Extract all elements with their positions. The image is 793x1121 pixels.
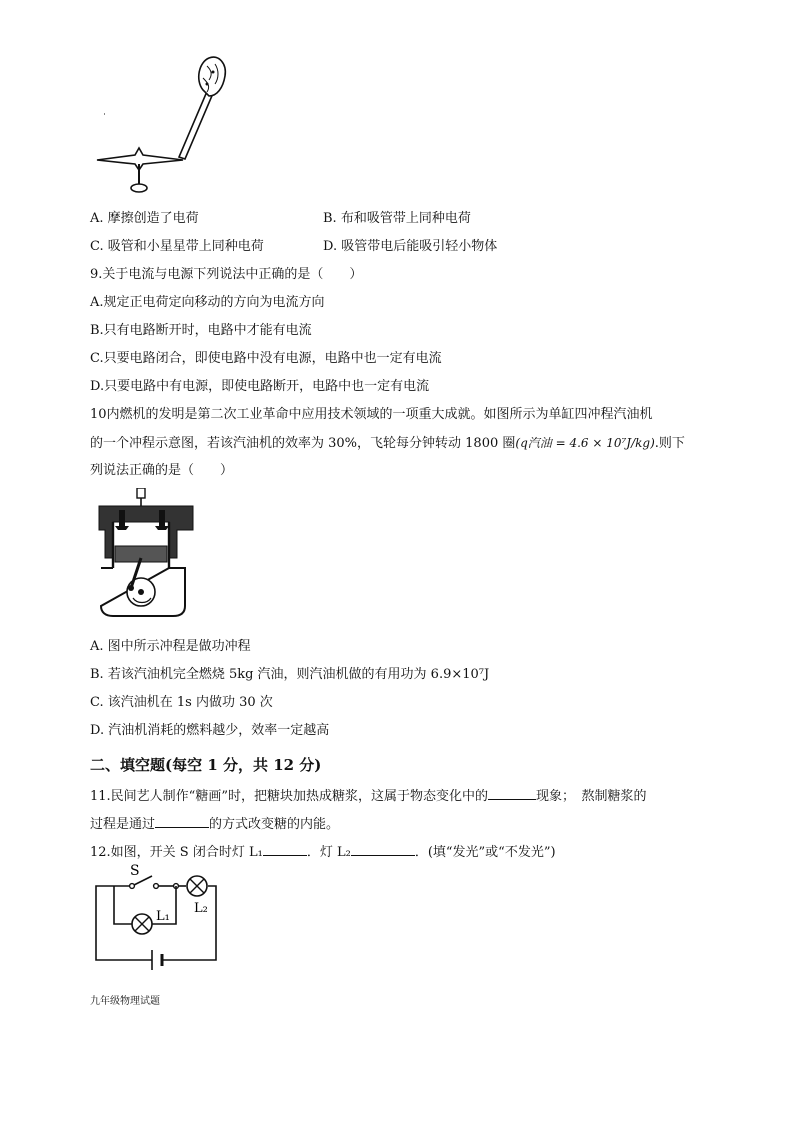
straw-star-figure — [95, 52, 245, 197]
q11-blank-1 — [488, 786, 536, 800]
q8-option-b: B. 布和吸管带上同种电荷 — [323, 211, 471, 226]
q9-option-d: D.只要电路中有电源，即使电路断开，电路中也一定有电流 — [90, 379, 430, 394]
q8-option-a: A. 摩擦创造了电荷 — [90, 211, 199, 226]
q10-stem-line1: 10内燃机的发明是第二次工业革命中应用技术领域的一项重大成就。如图所示为单缸四冲程汽油机 — [90, 407, 653, 422]
q12-stem-text-b: ．灯 L₂ — [306, 845, 351, 860]
q11-line2 — [90, 814, 339, 834]
lamp1-label: L₁ — [156, 909, 170, 924]
q9-stem: 9.关于电流与电源下列说法中正确的是（ ） — [90, 267, 363, 282]
circuit-diagram — [90, 858, 230, 976]
q9-option-b: B.只有电路断开时，电路中才能有电流 — [90, 323, 312, 338]
q9-option-a: A.规定正电荷定向移动的方向为电流方向 — [90, 295, 325, 310]
q10-stem-line2-tail: .则下 — [654, 436, 685, 451]
q8-option-d: D. 吸管带电后能吸引轻小物体 — [323, 239, 498, 254]
q11-line1-tail: 现象； 熬制糖浆的 — [535, 789, 647, 804]
q10-stem-line2-text: 的一个冲程示意图，若该汽油机的效率为 30%，飞轮每分钟转动 1800 圈 — [90, 436, 516, 451]
lamp2-label: L₂ — [194, 901, 208, 916]
q8-option-c: C. 吸管和小星星带上同种电荷 — [90, 239, 264, 254]
q12-stem-text-c: ．(填“发光”或“不发光”) — [414, 845, 556, 860]
q10-stem-line2 — [90, 434, 685, 453]
page-footer: 九年级物理试题 — [90, 996, 160, 1007]
q11-line1 — [90, 786, 646, 806]
q10-formula: (q汽油 = 4.6 × 10⁷J/kg) — [515, 436, 655, 450]
q10-option-c: C. 该汽油机在 1s 内做功 30 次 — [90, 695, 273, 710]
q11-line2-text: 过程是通过 — [90, 817, 156, 832]
section-title-fill-in: 二、填空题(每空 1 分，共 12 分) — [90, 756, 322, 774]
q11-blank-2 — [155, 814, 209, 828]
q11-line2-tail: 的方式改变糖的内能。 — [209, 817, 340, 832]
q12-blank-1 — [263, 842, 307, 856]
engine-stroke-diagram — [93, 488, 203, 618]
q12-stem-text-a: 12.如图，开关 S 闭合时灯 L₁ — [90, 845, 263, 860]
q10-stem-line3: 列说法正确的是（ ） — [90, 463, 234, 478]
q11-line1-text: 11.民间艺人制作“糖画”时，把糖块加热成糖浆，这属于物态变化中的 — [90, 789, 488, 804]
switch-label: S — [130, 863, 140, 879]
q12-blank-2 — [351, 842, 415, 856]
q10-option-b: B. 若该汽油机完全燃烧 5kg 汽油，则汽油机做的有用功为 6.9×10⁷J — [90, 667, 490, 682]
q9-option-c: C.只要电路闭合，即使电路中没有电源，电路中也一定有电流 — [90, 351, 442, 366]
q10-option-a: A. 图中所示冲程是做功冲程 — [90, 639, 251, 654]
q10-option-d: D. 汽油机消耗的燃料越少，效率一定越高 — [90, 723, 330, 738]
